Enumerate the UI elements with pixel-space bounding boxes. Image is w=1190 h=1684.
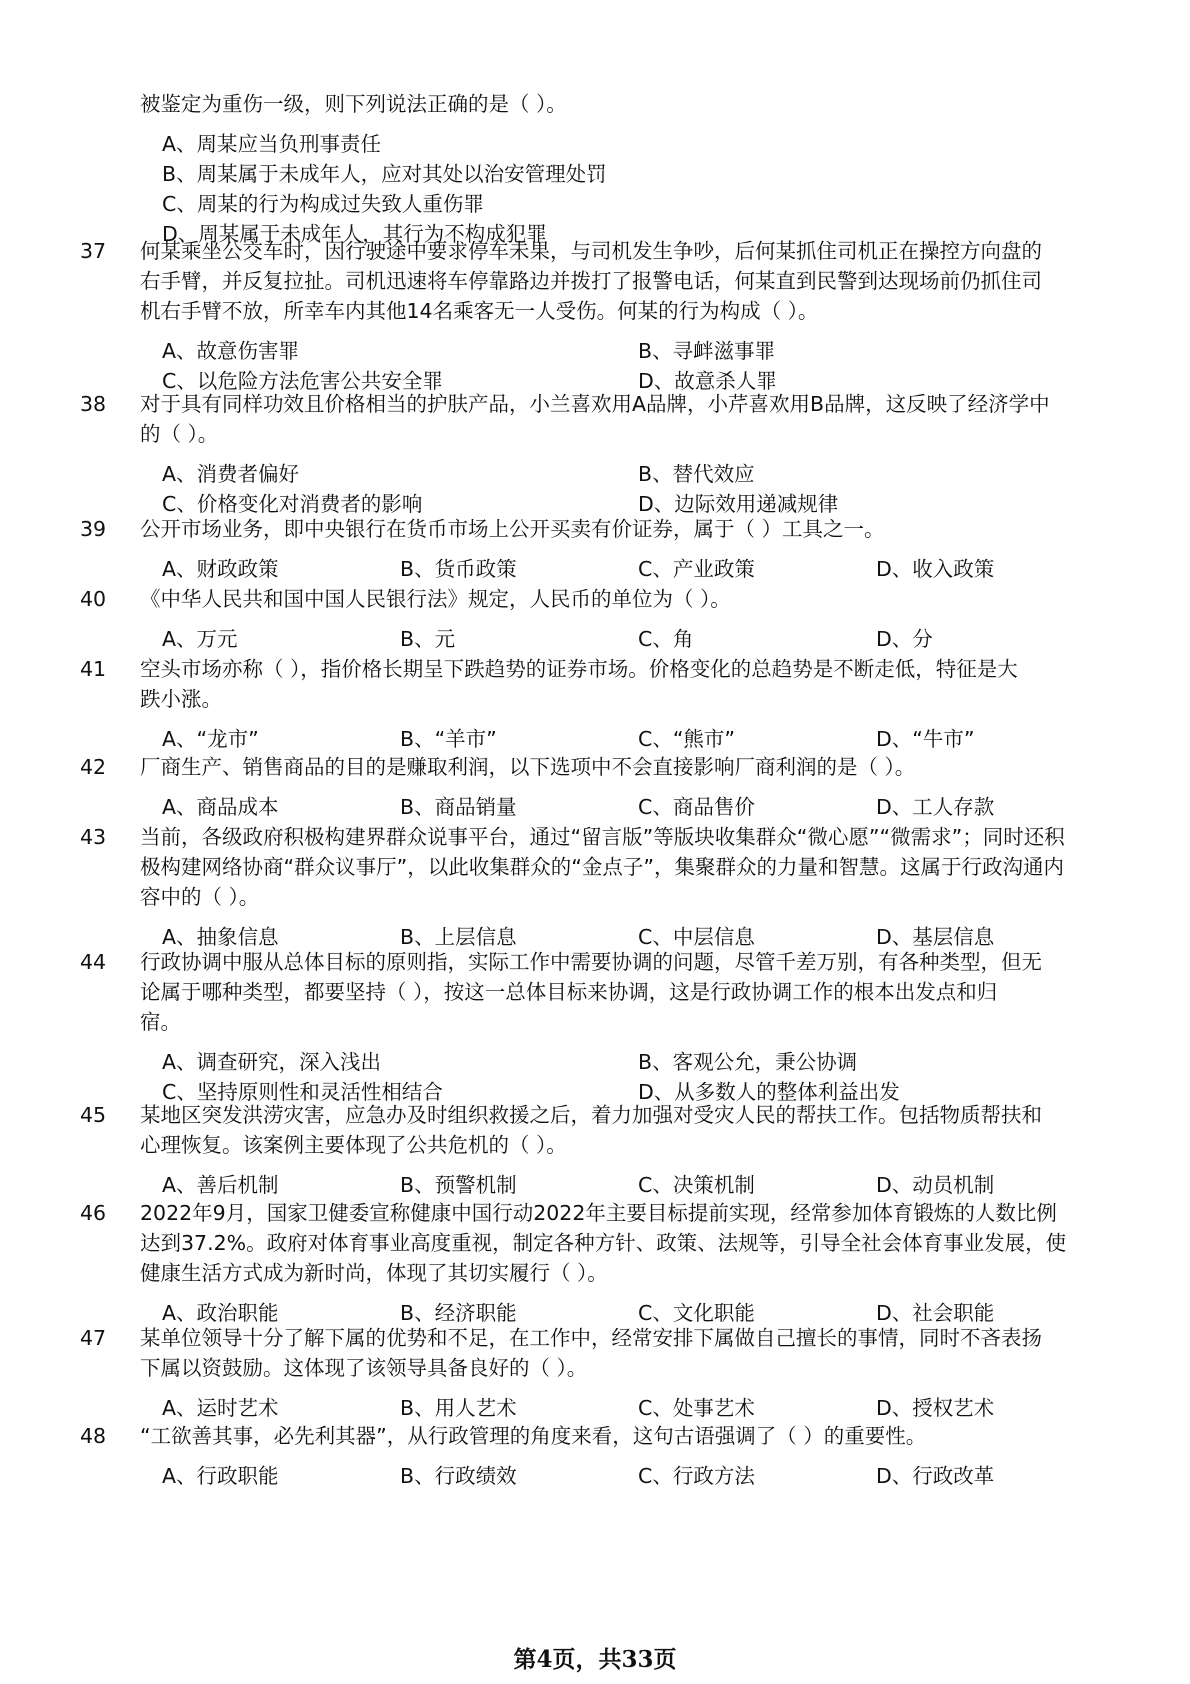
stem-line: 心理恢复。该案例主要体现了公共危机的（ ）。: [140, 1133, 567, 1157]
question-stem: [140, 1100, 1100, 1160]
option: B、上层信息: [400, 925, 517, 949]
stem-line: 被鉴定为重伤一级，则下列说法正确的是（ ）。: [140, 92, 567, 116]
option: B、元: [400, 627, 456, 651]
option: B、行政绩效: [400, 1464, 517, 1488]
option-row: [162, 554, 1102, 584]
question-stem: [140, 822, 1100, 912]
option: B、用人艺术: [400, 1396, 517, 1420]
option: A、行政职能: [162, 1464, 279, 1488]
question-stem: [140, 947, 1100, 1037]
option-list: [162, 459, 1102, 519]
question-number: 42: [80, 755, 107, 779]
question-number: 39: [80, 517, 107, 541]
option: D、故意杀人罪: [638, 369, 777, 393]
option: C、以危险方法危害公共安全罪: [162, 369, 443, 393]
option: D、动员机制: [876, 1173, 995, 1197]
option: C、坚持原则性和灵活性相结合: [162, 1080, 443, 1104]
option: A、调查研究，深入浅出: [162, 1050, 382, 1074]
option: A、政治职能: [162, 1301, 279, 1325]
option-row: [162, 1170, 1102, 1200]
option: A、万元: [162, 627, 238, 651]
option: C、行政方法: [638, 1464, 755, 1488]
option: A、运时艺术: [162, 1396, 279, 1420]
question-number: 47: [80, 1326, 107, 1350]
question-number: 45: [80, 1103, 107, 1127]
option: C、“熊市”: [638, 727, 736, 751]
option-list: [162, 624, 1102, 654]
option: D、“牛市”: [876, 727, 975, 751]
stem-line: 2022年9月，国家卫健委宣称健康中国行动2022年主要目标提前实现，经常参加体育锻炼的人数比例: [140, 1201, 1057, 1225]
stem-line: 下属以资鼓励。这体现了该领导具备良好的（ ）。: [140, 1356, 588, 1380]
stem-line: 跌小涨。: [140, 687, 222, 711]
question-stem: [140, 389, 1100, 449]
option: A、消费者偏好: [162, 462, 300, 486]
stem-line: 达到37.2%。政府对体育事业高度重视，制定各种方针、政策、法规等，引导全社会体育事业发展，使: [140, 1231, 1067, 1255]
question-number: 40: [80, 587, 107, 611]
question-stem: [140, 752, 1100, 782]
option: D、周某属于未成年人，其行为不构成犯罪: [162, 222, 547, 246]
option-list: [162, 336, 1102, 396]
stem-line: 某单位领导十分了解下属的优势和不足，在工作中，经常安排下属做自己擅长的事情，同时不吝表扬: [140, 1326, 1042, 1350]
continuation-options: [162, 129, 1102, 249]
option-row: [162, 1461, 1102, 1491]
question-number: 44: [80, 950, 107, 974]
option: C、文化职能: [638, 1301, 755, 1325]
option: C、中层信息: [638, 925, 755, 949]
option: D、社会职能: [876, 1301, 995, 1325]
option-row: [162, 624, 1102, 654]
option: B、经济职能: [400, 1301, 517, 1325]
option: C、角: [638, 627, 694, 651]
option-row: [162, 159, 1102, 189]
option: D、工人存款: [876, 795, 995, 819]
stem-line: 厂商生产、销售商品的目的是赚取利润，以下选项中不会直接影响厂商利润的是（ ）。: [140, 755, 916, 779]
stem-line: 的（ ）。: [140, 422, 219, 446]
question-number: 43: [80, 825, 107, 849]
option-row: [162, 1047, 1102, 1077]
question-number: 41: [80, 657, 107, 681]
stem-line: 论属于哪种类型，都要坚持（ ），按这一总体目标来协调，这是行政协调工作的根本出发点和归: [140, 980, 998, 1004]
option: A、周某应当负刑事责任: [162, 132, 382, 156]
stem-line: “工欲善其事，必先利其器”，从行政管理的角度来看，这句古语强调了（ ）的重要性。: [140, 1424, 927, 1448]
question-stem: [140, 1421, 1100, 1451]
stem-line: 当前，各级政府积极构建界群众说事平台，通过“留言版”等版块收集群众“微心愿”“微需求”；同时还积: [140, 825, 1065, 849]
option: C、价格变化对消费者的影响: [162, 492, 423, 516]
option: B、货币政策: [400, 557, 517, 581]
stem-line: 空头市场亦称（ ），指价格长期呈下跌趋势的证券市场。价格变化的总趋势是不断走低，特征是大: [140, 657, 1018, 681]
option: B、客观公允，秉公协调: [638, 1050, 858, 1074]
option: C、处事艺术: [638, 1396, 755, 1420]
question-stem: [140, 1198, 1100, 1288]
option: C、决策机制: [638, 1173, 755, 1197]
option: B、周某属于未成年人，应对其处以治安管理处罚: [162, 162, 607, 186]
option: B、寻衅滋事罪: [638, 339, 776, 363]
stem-line: 宿。: [140, 1010, 181, 1034]
option: D、基层信息: [876, 925, 995, 949]
option-list: [162, 554, 1102, 584]
question-number: 46: [80, 1201, 107, 1225]
option-list: [162, 792, 1102, 822]
option: B、替代效应: [638, 462, 755, 486]
stem-line: 机右手臂不放，所幸车内其他14名乘客无一人受伤。何某的行为构成（ ）。: [140, 299, 819, 323]
option-row: [162, 189, 1102, 219]
question-number: 37: [80, 239, 107, 263]
option: A、抽象信息: [162, 925, 279, 949]
option: B、商品销量: [400, 795, 517, 819]
stem-line: 公开市场业务，即中央银行在货币市场上公开买卖有价证券，属于（ ）工具之一。: [140, 517, 885, 541]
question-stem: [140, 514, 1100, 544]
stem-line: 对于具有同样功效且价格相当的护肤产品，小兰喜欢用A品牌，小芹喜欢用B品牌，这反映了经济学中: [140, 392, 1050, 416]
stem-line: 极构建网络协商“群众议事厅”，以此收集群众的“金点子”，集聚群众的力量和智慧。这属于行政沟通内: [140, 855, 1064, 879]
question-stem: [140, 236, 1100, 326]
option: A、财政政策: [162, 557, 279, 581]
option-row: [162, 129, 1102, 159]
page-footer: 第4页，共33页: [513, 1646, 677, 1673]
option: C、产业政策: [638, 557, 755, 581]
stem-line: 某地区突发洪涝灾害，应急办及时组织救援之后，着力加强对受灾人民的帮扶工作。包括物质帮扶和: [140, 1103, 1042, 1127]
option: A、商品成本: [162, 795, 279, 819]
option-list: [162, 1461, 1102, 1491]
option-row: [162, 1393, 1102, 1423]
option: B、“羊市”: [400, 727, 497, 751]
option: D、分: [876, 627, 933, 651]
question-stem: [140, 584, 1100, 614]
option: C、商品售价: [638, 795, 755, 819]
option-list: [162, 724, 1102, 754]
option: C、周某的行为构成过失致人重伤罪: [162, 192, 484, 216]
option-list: [162, 1393, 1102, 1423]
option: A、善后机制: [162, 1173, 279, 1197]
stem-line: 容中的（ ）。: [140, 885, 260, 909]
question-stem: [140, 1323, 1100, 1383]
stem-line: 何某乘坐公交车时，因行驶途中要求停车未果，与司机发生争吵，后何某抓住司机正在操控方向盘的: [140, 239, 1042, 263]
question-stem: [140, 654, 1100, 714]
option-row: [162, 459, 1102, 489]
option: D、边际效用递减规律: [638, 492, 839, 516]
option-list: [162, 1047, 1102, 1107]
option: B、预警机制: [400, 1173, 517, 1197]
option: D、收入政策: [876, 557, 995, 581]
question-number: 38: [80, 392, 107, 416]
stem-line: 健康生活方式成为新时尚，体现了其切实履行（ ）。: [140, 1261, 608, 1285]
option-row: [162, 336, 1102, 366]
option: A、“龙市”: [162, 727, 259, 751]
stem-line: 《中华人民共和国中国人民银行法》规定，人民币的单位为（ ）。: [140, 587, 731, 611]
option: D、行政改革: [876, 1464, 995, 1488]
option-list: [162, 1170, 1102, 1200]
option-row: [162, 792, 1102, 822]
stem-line: 行政协调中服从总体目标的原则指，实际工作中需要协调的问题，尽管千差万别，有各种类型，但无: [140, 950, 1042, 974]
question-number: 48: [80, 1424, 107, 1448]
option: D、从多数人的整体利益出发: [638, 1080, 900, 1104]
continuation-stem: [140, 89, 1100, 119]
option: A、故意伤害罪: [162, 339, 300, 363]
stem-line: 右手臂，并反复拉扯。司机迅速将车停靠路边并拨打了报警电话，何某直到民警到达现场前仍抓住司: [140, 269, 1042, 293]
option-row: [162, 724, 1102, 754]
option: D、授权艺术: [876, 1396, 995, 1420]
